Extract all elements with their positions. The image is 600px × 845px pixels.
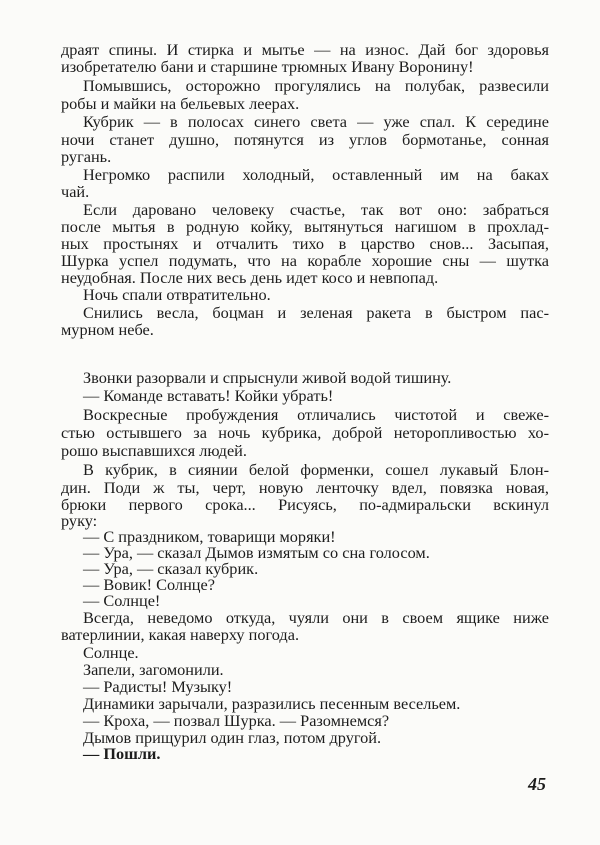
text-line: В кубрик, в сиянии белой форменки, сошел лукавый Блон-: [83, 461, 549, 479]
text-line: Звонки разорвали и спрыснули живой водой тишину.: [83, 368, 452, 387]
page-number: 45: [528, 774, 546, 794]
text-line: — Радисты! Музыку!: [83, 677, 233, 696]
text-line: Всегда, неведомо откуда, чуяли они в своем ящике ниже: [83, 609, 549, 627]
text-line: — Солнце!: [83, 591, 161, 610]
text-line: неудобная. После них весь день идет косо и невпопад.: [61, 268, 439, 287]
text-line: Негромко распили холодный, оставленный им на баках: [83, 166, 549, 184]
text-line: мурном небе.: [61, 320, 154, 339]
text-line: изобретателю бани и старшине трюмных Ивану Воронину!: [61, 57, 474, 76]
text-line: Воскресные пробуждения отличались чистотой и свеже-: [83, 406, 549, 424]
text-line: ватерлинии, какая наверху погода.: [61, 625, 300, 644]
text-line: — Команде вставать! Койки убрать!: [83, 386, 334, 405]
text-line: ных простынях и отчалить тихо в царство снов... Засыпая,: [61, 235, 549, 253]
text-line: Ночь спали отвратительно.: [83, 285, 271, 304]
text-line: — С праздником, товарищи моряки!: [83, 527, 336, 546]
text-line: драят спины. И стирка и мытье — на износ. Дай бог здоровья: [61, 41, 549, 59]
text-line: Дымов прищурил один глаз, потом другой.: [83, 728, 382, 747]
text-line: Помывшись, осторожно прогулялись на полубак, развесили: [83, 77, 549, 95]
text-line: чай.: [61, 182, 90, 201]
text-line: руку:: [61, 511, 98, 530]
text-line: Запели, загомонили.: [83, 660, 224, 679]
text-line: рошо выспавшихся людей.: [61, 441, 247, 460]
text-line: Снились весла, боцман и зеленая ракета в быстром пас-: [83, 304, 549, 322]
text-line: дин. Поди ж ты, черт, новую ленточку вдел, повязка новая,: [61, 479, 549, 497]
text-line: — Кроха, — позвал Шурка. — Разомнемся?: [83, 711, 390, 730]
text-line: — Пошли.: [83, 744, 161, 763]
text-line: Если даровано человеку счастье, так вот оно: забраться: [83, 201, 549, 219]
text-line: — Ура, — сказал кубрик.: [83, 559, 259, 578]
text-line: робы и майки на бельевых леерах.: [61, 94, 300, 113]
text-line: Солнце.: [83, 643, 139, 662]
text-line: после мытья в родную койку, вытянуться нагишом в прохлад-: [61, 218, 549, 236]
text-line: ругань.: [61, 147, 112, 166]
text-line: ночи станет душно, потянутся из углов бормотанье, сонная: [61, 131, 549, 149]
text-line: Динамики зарычали, разразились песенным весельем.: [83, 694, 461, 713]
text-line: — Вовик! Солнце?: [83, 575, 215, 594]
text-line: — Ура, — сказал Дымов измятым со сна голосом.: [83, 543, 430, 562]
text-line: Шурка успел подумать, что на корабле хорошие сны — шутка: [61, 252, 549, 270]
text-line: Кубрик — в полосах синего света — уже спал. К середине: [83, 113, 549, 131]
text-line: стью остывшего за ночь кубрика, доброй неторопливостью хо-: [61, 424, 549, 442]
text-line: брюки первого срока... Рисуясь, по-адмиральски вскинул: [61, 496, 549, 514]
